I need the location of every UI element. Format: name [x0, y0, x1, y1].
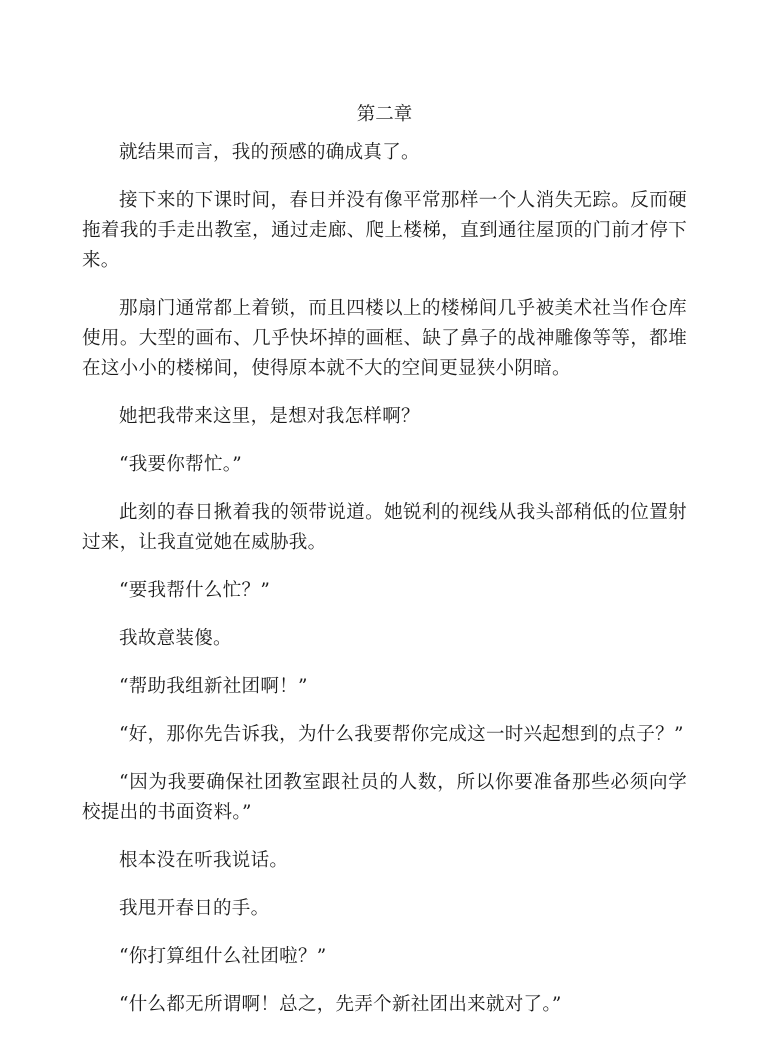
- paragraph: 此刻的春日揪着我的领带说道。她锐利的视线从我头部稍低的位置射过来，让我直觉她在威胁我。: [82, 502, 687, 553]
- paragraph: 那扇门通常都上着锁，而且四楼以上的楼梯间几乎被美术社当作仓库使用。大型的画布、几乎快坏掉的画框、缺了鼻子的战神雕像等等，都堆在这小小的楼梯间，使得原本就不大的空间更显狭小阴暗。: [82, 298, 687, 379]
- paragraph: “我要你帮忙。”: [119, 454, 243, 475]
- chapter-title: 第二章: [356, 104, 413, 125]
- paragraph: “好，那你先告诉我，为什么我要帮你完成这一时兴起想到的点子？”: [119, 724, 684, 745]
- paragraph: 就结果而言，我的预感的确成真了。: [119, 142, 420, 163]
- paragraph: 我甩开春日的手。: [119, 898, 270, 919]
- paragraph: “要我帮什么忙？”: [119, 580, 271, 601]
- paragraph: 根本没在听我说话。: [119, 850, 289, 871]
- paragraph: 接下来的下课时间，春日并没有像平常那样一个人消失无踪。反而硬拖着我的手走出教室，通过走廊、爬上楼梯，直到通往屋顶的门前才停下来。: [82, 190, 687, 271]
- chapter-body: [82, 100, 687, 1038]
- paragraph: “什么都无所谓啊！总之，先弄个新社团出来就对了。”: [119, 994, 562, 1015]
- paragraph: “因为我要确保社团教室跟社员的人数，所以你要准备那些必须向学校提出的书面资料。”: [82, 772, 687, 823]
- paragraph: “帮助我组新社团啊！”: [119, 676, 308, 697]
- paragraph: 我故意装傻。: [119, 628, 232, 649]
- paragraph: 她把我带来这里，是想对我怎样啊？: [119, 406, 420, 427]
- paragraph: “你打算组什么社团啦？”: [119, 946, 327, 967]
